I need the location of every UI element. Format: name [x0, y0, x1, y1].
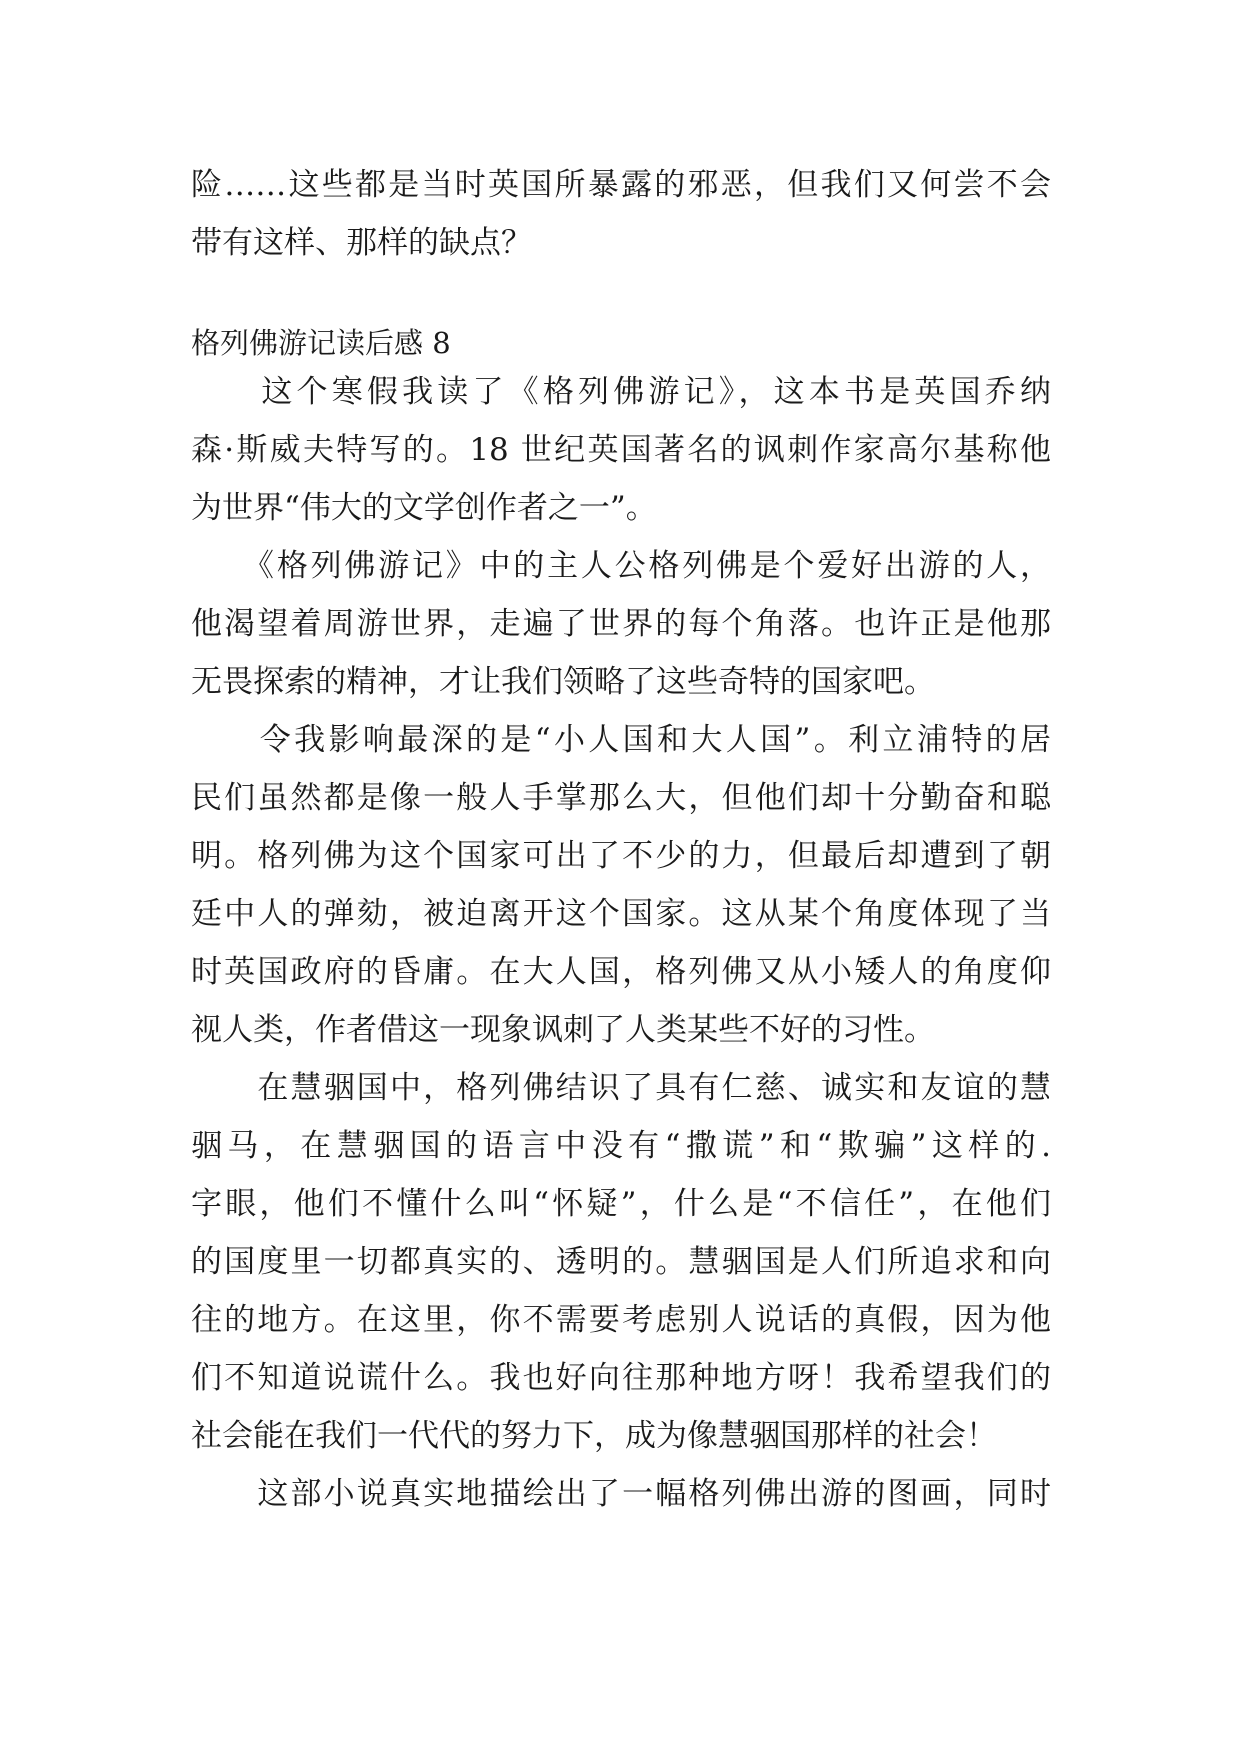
text-line: 《格列佛游记》中的主人公格列佛是个爱好出游的人， — [191, 548, 1051, 584]
text-line: 险……这些都是当时英国所暴露的邪恶，但我们又何尝不会 — [191, 167, 1051, 203]
text-line: 们不知道说谎什么。我也好向往那种地方呀！我希望我们的 — [191, 1360, 1051, 1396]
text-line: 带有这样、那样的缺点？ — [191, 225, 532, 261]
text-line: 明。格列佛为这个国家可出了不少的力，但最后却遭到了朝 — [191, 838, 1051, 874]
text-line: 他渴望着周游世界，走遍了世界的每个角落。也许正是他那 — [191, 606, 1051, 642]
text-line: 森·斯威夫特写的。18 世纪英国著名的讽刺作家高尔基称他 — [191, 432, 1051, 468]
text-line: 无畏探索的精神，才让我们领略了这些奇特的国家吧。 — [191, 664, 935, 700]
text-line: 骃马，在慧骃国的语言中没有“撒谎”和“欺骗”这样的. — [191, 1128, 1051, 1164]
text-line: 令我影响最深的是“小人国和大人国”。利立浦特的居 — [191, 722, 1051, 758]
text-line: 这部小说真实地描绘出了一幅格列佛出游的图画，同时 — [191, 1476, 1051, 1512]
text-line: 这个寒假我读了《格列佛游记》，这本书是英国乔纳 — [191, 374, 1051, 410]
text-line: 往的地方。在这里，你不需要考虑别人说话的真假，因为他 — [191, 1302, 1051, 1338]
text-line: 社会能在我们一代代的努力下，成为像慧骃国那样的社会！ — [191, 1418, 997, 1454]
text-line: 时英国政府的昏庸。在大人国，格列佛又从小矮人的角度仰 — [191, 954, 1051, 990]
text-line: 为世界“伟大的文学创作者之一”。 — [191, 490, 657, 526]
text-line: 字眼，他们不懂什么叫“怀疑”，什么是“不信任”，在他们 — [191, 1186, 1051, 1222]
text-line: 廷中人的弹劾，被迫离开这个国家。这从某个角度体现了当 — [191, 896, 1051, 932]
text-line: 民们虽然都是像一般人手掌那么大，但他们却十分勤奋和聪 — [191, 780, 1051, 816]
text-line: 视人类，作者借这一现象讽刺了人类某些不好的习性。 — [191, 1012, 935, 1048]
text-line: 在慧骃国中，格列佛结识了具有仁慈、诚实和友谊的慧 — [191, 1070, 1051, 1106]
text-line: 的国度里一切都真实的、透明的。慧骃国是人们所追求和向 — [191, 1244, 1051, 1280]
section-title: 格列佛游记读后感 8 — [191, 326, 451, 360]
